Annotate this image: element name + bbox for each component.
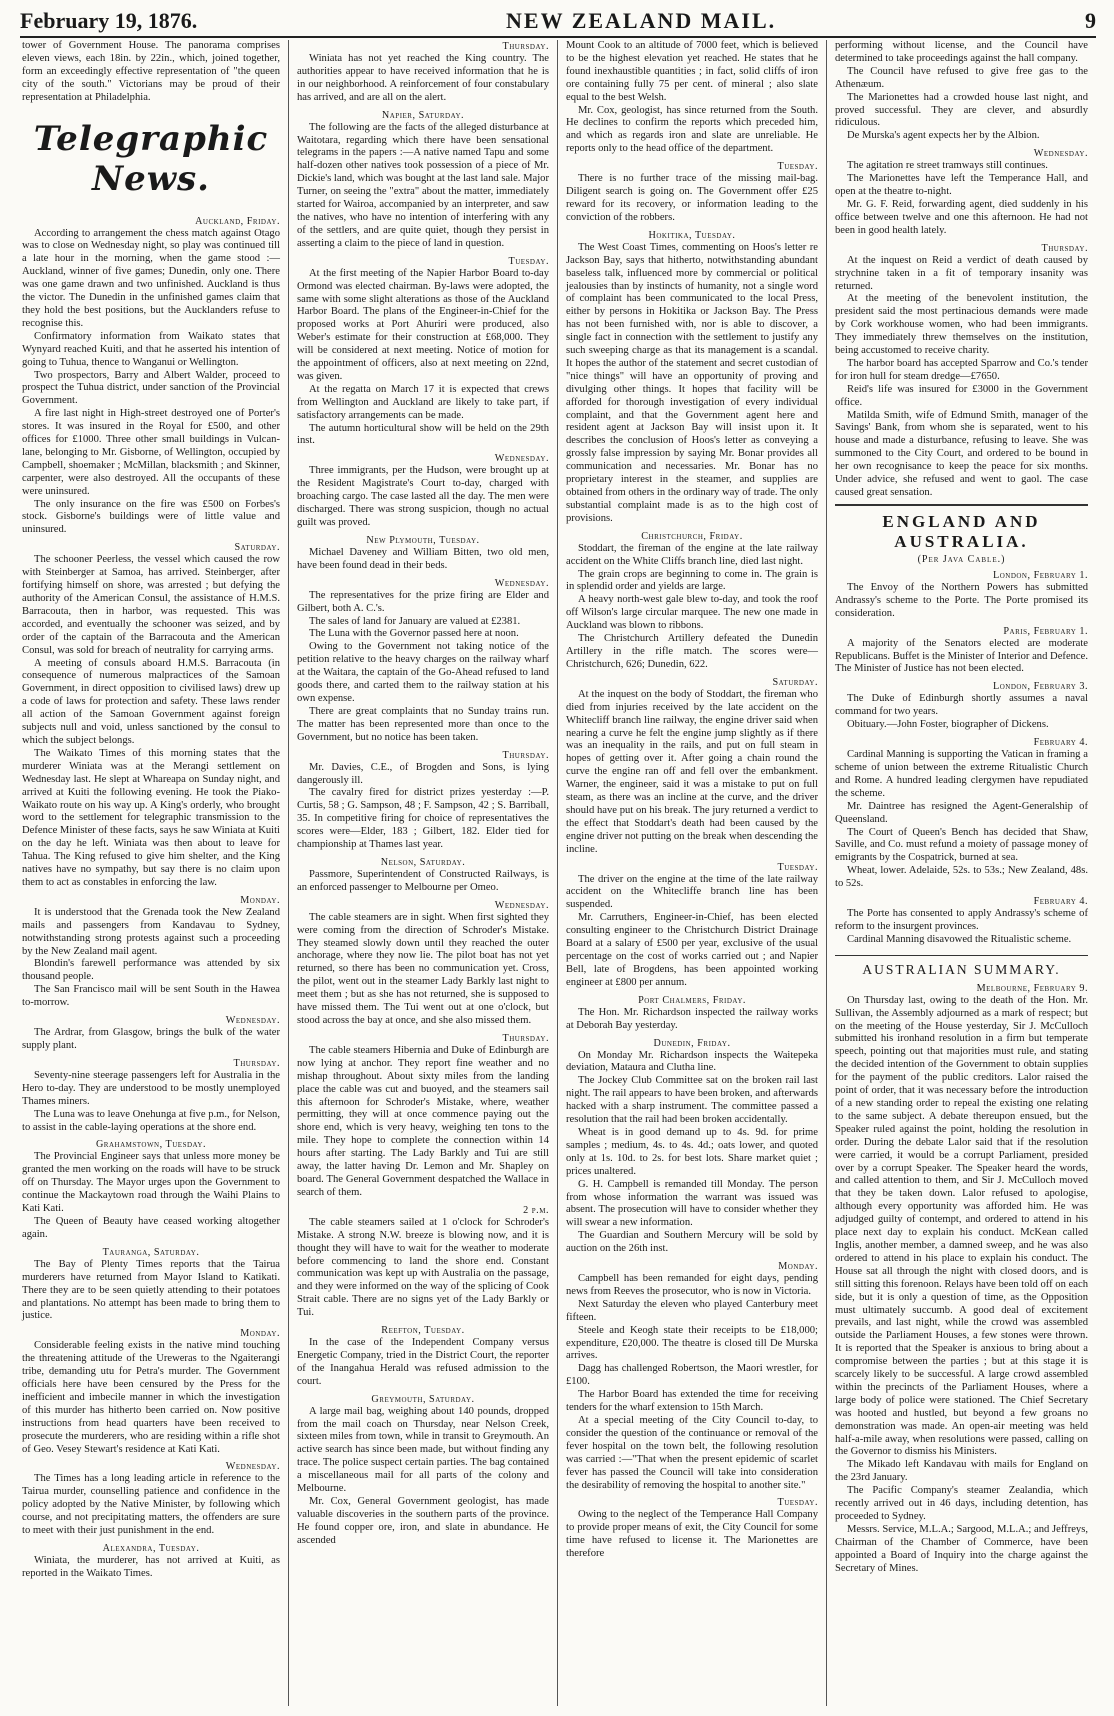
article-paragraph: The autumn horticultural show will be held on the 29th inst.	[297, 422, 549, 447]
article-paragraph: The Pacific Company's steamer Zealandia, which recently arrived out in 46 days, including detention, has proceeded to Sydney.	[835, 1485, 1088, 1522]
dateline: Monday.	[240, 894, 280, 906]
column-1	[20, 40, 289, 1706]
dateline: February 4.	[1033, 737, 1088, 749]
dateline: February 4.	[1033, 896, 1088, 908]
dateline: Christchurch, Friday.	[641, 530, 743, 542]
column-3	[558, 40, 827, 1706]
dateline: Saturday.	[772, 676, 818, 688]
dateline: Hokitika, Tuesday.	[648, 229, 736, 241]
article-paragraph: Mr. Carruthers, Engineer-in-Chief, has been elected consulting engineer to the Christchurch District Drainage Board at a salary of £500 per year, exclusive of the usual percentage on the cost of works carried out ; and Napier Bell, late of Brogdens, has been appointed working engineer at £800 per annum.	[566, 912, 818, 988]
article-paragraph: The West Coast Times, commenting on Hoos's letter re Jackson Bay, says that hitherto, notwithstanding abundant baseless talk, influenced more by commercial or political jealousies than by instincts of humanity, not a single word of complaint has been communicated to the local Press, either by persons in Hokitika or Jackson Bay. The Press has not been furnished with, nor is able to discover, a single fact in connection with the settlement to justify any such sweeping charge as that its management is a scandal. It hopes the author of the statement and secret custodian of "nice things" will have an opportunity of proving and divulging other things. It hopes that facility will be afforded for thorough investigation of every individual complaint, and that the Government agent here and resident agent at Jackson Bay will insist upon it. It describes the conclusion of Hoos's letter as conveying a grossly false impression by saying Mr. Bonar provides all communication and necessaries. Mr. Bonar has no proprietary interest in the steamer, and supplies are obtained from others in the ordinary way of trade. The only substantial complaint made is as to the high cost of provisions.	[566, 241, 818, 524]
article-paragraph: Michael Daveney and William Bitten, two old men, have been found dead in their beds.	[297, 546, 549, 571]
dateline: Wednesday.	[225, 1461, 280, 1473]
article-paragraph: Cardinal Manning disavowed the Ritualistic scheme.	[847, 933, 1072, 945]
article-paragraph: The Provincial Engineer says that unless more money be granted the men working on the roads will have to be struck off on Thursday. The Mayor urges upon the Government to continue the Mackaytown road through the Waihi Plains to Kati Kati.	[22, 1151, 280, 1215]
article-paragraph: The Court of Queen's Bench has decided that Shaw, Saville, and Co. must refund a moiety of passage money of emigrants by the Cospatrick, burned at sea.	[835, 826, 1088, 864]
dateline: Grahamstown, Tuesday.	[95, 1139, 207, 1151]
paper-title: NEW ZEALAND MAIL.	[506, 8, 777, 33]
column-2	[289, 40, 558, 1706]
article-paragraph: There is no further trace of the missing mail-bag. Diligent search is going on. The Government offer £25 reward for its recovery, or information leading to the conviction of the robbers.	[566, 173, 818, 223]
article-paragraph: Messrs. Service, M.L.A.; Sargood, M.L.A.; and Jeffreys, Chairman of the Chamber of Commerce, have been appointed a Board of Inquiry into the charge against the Secretary of Mines.	[835, 1523, 1088, 1574]
article-paragraph: Wheat is in good demand up to 4s. 9d. for prime samples ; medium, 4s. to 4s. 4d.; oats lower, and quoted only at 1s. 10d. to 2s. for best lots. Share market quiet ; prices unaltered.	[566, 1126, 818, 1177]
article-paragraph: Campbell has been remanded for eight days, pending news from Reeves the prosecutor, who is now in Victoria.	[566, 1273, 818, 1297]
article-paragraph: Mr. Cox, General Government geologist, has made valuable discoveries in the southern parts of the province. He found copper ore, iron, and slate in abundance. He ascended	[297, 1496, 549, 1546]
article-paragraph: The Luna with the Governor passed here at noon.	[309, 628, 519, 640]
article-paragraph: The Ardrar, from Glasgow, brings the bulk of the water supply plant.	[22, 1027, 280, 1051]
dateline: Tuesday.	[777, 861, 818, 873]
article-paragraph: The Council have refused to give free gas to the Athenæum.	[835, 65, 1088, 90]
article-paragraph: A majority of the Senators elected are moderate Republicans. Buffet is the Minister of Interior and Defence. The Minister of Justice has not been elected.	[835, 637, 1088, 675]
dateline: Paris, February 1.	[1003, 625, 1088, 637]
dateline: Wednesday.	[1033, 148, 1088, 160]
article-paragraph: Mr. G. F. Reid, forwarding agent, died suddenly in his office between twelve and one this afternoon. He had not been in good health lately.	[835, 198, 1088, 236]
section-subheading: (Per Java Cable.)	[917, 553, 1006, 565]
article-paragraph: Stoddart, the fireman of the engine at the late railway accident on the White Cliffs branch line, died last night.	[566, 542, 818, 567]
article-paragraph: The harbor board has accepted Sparrow and Co.'s tender for iron hull for steam dredge—£7650.	[835, 357, 1088, 382]
dateline: New Plymouth, Tuesday.	[366, 534, 480, 546]
article-paragraph: Winiata has not yet reached the King country. The authorities appear to have received information that he is in our neighborhood. A reinforcement of four constabulary has arrived, and are all on the alert.	[297, 53, 549, 103]
article-paragraph: Owing to the Government not taking notice of the petition relative to the heavy charges on the railway wharf at the Waitara, the captain of the Go-Ahead refused to land goods there, and carted them to the railway station at his own expense.	[297, 641, 549, 704]
column-4	[827, 40, 1096, 1706]
article-paragraph: Obituary.—John Foster, biographer of Dickens.	[847, 719, 1049, 731]
article-paragraph: The driver on the engine at the time of the late railway accident on the Whitecliffe branch line has been suspended.	[566, 873, 818, 911]
dateline: Tuesday.	[508, 255, 549, 267]
dateline: Thursday.	[502, 749, 549, 761]
dateline: London, February 3.	[992, 681, 1088, 693]
dateline: Melbourne, February 9.	[976, 982, 1088, 994]
article-paragraph: The cable steamers sailed at 1 o'clock for Schroder's Mistake. A strong N.W. breeze is blowing now, and it is thought they will have to wait for the weather to moderate before commencing to land the shore end. Constant communication was kept up with Australia on the passage, and they were informed on the way of the splicing of Cook Strait cable. There are no signs yet of the Lady Barkly or Tui.	[297, 1216, 549, 1319]
dateline: Monday.	[240, 1328, 280, 1340]
article-paragraph: The San Francisco mail will be sent South in the Hawea to-morrow.	[22, 984, 280, 1009]
article-paragraph: Mr. Daintree has resigned the Agent-Generalship of Queensland.	[835, 800, 1088, 825]
article-paragraph: The agitation re street tramways still continues.	[847, 160, 1048, 172]
article-paragraph: performing without license, and the Council have determined to take proceedings against the hall company.	[835, 40, 1088, 64]
article-paragraph: On Monday Mr. Richardson inspects the Waitepeka deviation, Mataura and Clutha line.	[566, 1049, 818, 1074]
article-paragraph: The schooner Peerless, the vessel which caused the row with Steinberger at Samoa, has arrived. Steinberger, after fortifying himself on shore, was arrested ; but defying the authority of the American Consul, the assistance of H.M.S. Barracouta, then in harbor, was requested. This was accorded, and eventually the schooner was seized, and by order of the captain of the Barracouta and the American Consul, was sold for breach of neutrality for carrying arms.	[22, 554, 280, 656]
article-paragraph: The Duke of Edinburgh shortly assumes a naval command for two years.	[835, 693, 1088, 718]
dateline: Wednesday.	[225, 1015, 280, 1027]
section-heading-telegraphic-news: Telegraphic News.	[33, 118, 269, 199]
article-paragraph: De Murska's agent expects her by the Albion.	[847, 130, 1040, 142]
dateline: Napier, Saturday.	[381, 109, 465, 121]
article-paragraph: There are great complaints that no Sunday trains run. The matter has been represented more than once to the Government, but no notice has been taken.	[297, 705, 549, 743]
article-paragraph: On Thursday last, owing to the death of the Hon. Mr. Sullivan, the Assembly adjourned as a mark of respect; but on the meeting of the House yesterday, Sir J. McCulloch submitted his ironhand resolution in a firm but temperate speech, pointing out that majorities must rule, and stating the decided intention of the Government to obtain supplies for the payment of the public creditors. Lalor raised the point of order, that it was necessary before the introduction of a new standing order to repeal the existing one relating to the same subject. A debate thereupon ensued, but the Speaker ruled against the point, holding the resolution in order. During the debate Lalor said that if the resolution were carried, it would be a corrupt Parliament, presided over by a corrupt Speaker. The Speaker heard the words, and called attention to them, and Sir J. McCulloch moved that they be taken down. Lalor refused to apologise, although every opportunity was afforded him. He was adjudged guilty of contempt, and ordered to attend in his place next day to explain his conduct. McKean called Inglis, another member, a damned sweep, and he was also ordered to attend in his place to explain his conduct. The House sat all through the night with closed doors, and is still sitting this forenoon. Relays have been told off on each side, but it is only a question of time, as the Opposition must ultimately succumb. A good deal of excitement prevails, and last night, while the crowd was assembled outside the Parliament Houses, a few stones were thrown. It is reported that the Speaker is anxious to bring about a compromise between the parties ; but at this stage it is scarcely likely to be successful. A large crowd assembled within the precincts of the Parliament Houses, where a large body of police were stationed. The Chief Secretary was hooted and hustled, but beyond a few groans no demonstration was made. An open-air meeting was held half-a-mile away, when resolutions were passed, calling on the Governor to dismiss his Ministers.	[835, 994, 1088, 1458]
article-paragraph: Next Saturday the eleven who played Canterbury meet fifteen.	[566, 1298, 818, 1323]
article-paragraph: G. H. Campbell is remanded till Monday. The person from whose information the warrant was issued was absent. The prosecution will have to consider whether they will swear a new information.	[566, 1178, 818, 1229]
dateline: Reefton, Tuesday.	[381, 1325, 465, 1337]
article-paragraph: The cavalry fired for district prizes yesterday :—P. Curtis, 58 ; G. Sampson, 48 ; F. Sampson, 42 ; S. Barriball, 35. In competitive firing for choice of representatives the scores were—Elder, 183 ; Gilbert, 182. Elder tied for championship at Thames last year.	[297, 787, 549, 851]
article-paragraph: A fire last night in High-street destroyed one of Porter's stores. It was insured in the Royal for £500, and other offices for £1000. Three other small buildings in Vulcan-lane, belonging to Mr. Gisborne, of Wellington, occupied by Campbell, shoemaker ; McMillan, blacksmith ; and Skinner, carpenter, were also destroyed. All the occupants of these were uninsured.	[22, 408, 280, 497]
article-paragraph: Confirmatory information from Waikato states that Wynyard reached Kuiti, and that he asserted his intention of going to Tuhua, thence to Wanganui or Wellington.	[22, 330, 280, 368]
article-paragraph: The Queen of Beauty have ceased working altogether again.	[22, 1215, 280, 1240]
article-paragraph: Wheat, lower. Adelaide, 52s. to 53s.; New Zealand, 48s. to 52s.	[835, 865, 1088, 890]
article-paragraph: tower of Government House. The panorama comprises eleven views, each 18in. by 22in., which, joined together, form an exceedingly effective representation of "the queen city of the south." Victorians may be proud of their representation at Philadelphia.	[22, 40, 280, 103]
article-paragraph: The Marionettes have left the Temperance Hall, and open at the theatre to-night.	[835, 173, 1088, 198]
dateline: London, February 1.	[992, 569, 1088, 581]
article-paragraph: The Luna was to leave Onehunga at five p.m., for Nelson, to assist in the cable-laying operations at the shore end.	[22, 1108, 280, 1133]
dateline: Tauranga, Saturday.	[102, 1246, 200, 1258]
dateline: Wednesday.	[494, 899, 549, 911]
article-paragraph: The Harbor Board has extended the time for receiving tenders for the wharf extension to 15th March.	[566, 1389, 818, 1414]
masthead	[20, 6, 1096, 38]
article-paragraph: A large mail bag, weighing about 140 pounds, dropped from the mail coach on Thursday, near Nelson Creek, sixteen miles from town, while in transit to Greymouth. An active search has since been made, but without finding any trace. The police suspect certain parties. The bag contained a miscellaneous mail for all parts of the colony and Melbourne.	[297, 1405, 549, 1495]
article-paragraph: According to arrangement the chess match against Otago was to close on Wednesday night, so play was continued till a late hour in the morning, when the game stood :—Auckland, winner of five games; Dunedin, only one. There was one game drawn and two unfinished. Auckland is thus the victor. The Dunedin in the unfinished games claim that they hold the best positions, but the Aucklanders refuse to recognise this.	[22, 227, 280, 329]
article-paragraph: At the first meeting of the Napier Harbor Board to-day Ormond was elected chairman. By-laws were adopted, the same with some slight alterations as those of the Auckland Harbor Board. The plans of the Engineer-in-Chief for the proposed works at Port Ahuriri were produced, also Weber's estimate for their construction at £68,000. They will be considered at next meeting. Notice of motion for the appointment of officers, also at next meeting on 22nd, was given.	[297, 267, 549, 382]
article-paragraph: The cable steamers Hibernia and Duke of Edinburgh are now lying at anchor. They report fine weather and no mishap throughout. About sixty miles from the landing place the cable was cut and buoyed, and the steamers sail this afternoon for Schroder's Mistake, where, weather permitting, they will at once commence paying out the shore end, which is very heavy, weighing ten tons to the mile. They hope to complete the connection within 14 hours after starting. The Lady Barkly and Tui are still away, the latter having Dr. Lemon and Mr. Shapley on board. The General Government despatched the Wallace in search of them.	[297, 1044, 549, 1198]
article-paragraph: The Jockey Club Committee sat on the broken rail last night. The rail appears to have been broken, and afterwards hacked with a sharp instrument. The committee passed a resolution that the rail had been broken accidentally.	[566, 1075, 818, 1126]
columns	[20, 40, 1096, 1706]
article-paragraph: The Porte has consented to apply Andrassy's scheme of reform to the insurgent provinces.	[835, 908, 1088, 932]
dateline: Wednesday.	[494, 453, 549, 465]
article-paragraph: Two prospectors, Barry and Albert Walder, proceed to prospect the Tuhua district, under sanction of the Provincial Government.	[22, 369, 280, 407]
page-number: 9	[1084, 8, 1096, 33]
article-paragraph: The Waikato Times of this morning states that the murderer Winiata was at the Merangi settlement on Wednesday last. He slept at Whareapa on Sunday night, and arrived at Kuiti the following evening. He took the Piako-Waikato route on his way up. A King's orderly, who brought word to the settlement for telegraphic transmission to the Defence Minister of these facts, says he saw Winiata at Kuiti on the day he left. Winiata was then about to leave for Tahua. The King refused to give him shelter, and the King natives have no sympathy, but say there is no claim upon them to act as constables in enforcing the law.	[22, 747, 280, 888]
article-paragraph: The Bay of Plenty Times reports that the Tairua murderers have returned from Mayor Island to Katikati. There they are to be seen quietly attending to their potatoes and plantations. No attempt has been made to bring them to justice.	[22, 1258, 280, 1322]
section-heading-england-australia: ENGLAND AND AUSTRALIA.	[835, 504, 1088, 552]
article-paragraph: The only insurance on the fire was £500 on Forbes's stock. Gisborne's buildings were of little value and uninsured.	[22, 498, 280, 536]
article-paragraph: At the meeting of the benevolent institution, the president said the most pertinacious demands were made by Cork workhouse women, who had been immigrants. They immediately threw themselves on the institution, being accustomed to receive charity.	[835, 293, 1088, 357]
dateline: Dunedin, Friday.	[653, 1037, 731, 1049]
article-paragraph: Three immigrants, per the Hudson, were brought up at the Resident Magistrate's Court to-day, charged with broaching cargo. The case lasted all the day. The men were discharged. There was strong suspicion, though no actual guilt was proved.	[297, 465, 549, 528]
dateline: Greymouth, Saturday.	[371, 1393, 475, 1405]
article-paragraph: Reid's life was insured for £3000 in the Government office.	[835, 383, 1088, 408]
article-paragraph: The grain crops are beginning to come in. The grain is in splendid order and yields are large.	[566, 568, 818, 593]
article-paragraph: The sales of land for January are valued at £2381.	[309, 615, 521, 627]
dateline: Monday.	[778, 1261, 818, 1273]
article-paragraph: It is understood that the Grenada took the New Zealand mails and passengers from Kandavau to Sydney, notwithstanding strong protests against such a proceeding by the New Zealand mail agent.	[22, 906, 280, 957]
article-paragraph: Owing to the neglect of the Temperance Hall Company to provide proper means of exit, the City Council for some time have refused to license it. The Marionettes are therefore	[566, 1509, 818, 1560]
article-paragraph: At the regatta on March 17 it is expected that crews from Wellington and Auckland are likely to take part, if satisfactory arrangements can be made.	[297, 383, 549, 421]
article-paragraph: Mount Cook to an altitude of 7000 feet, which is believed to be the highest elevation yet reached. He states that he found inexhaustible quantities ; in fact, solid cliffs of iron ore containing fully 75 per cent. of mineral ; also slate equal to the best Welsh.	[566, 40, 818, 103]
article-paragraph: Seventy-nine steerage passengers left for Australia in the Hero to-day. They are understood to be mostly unemployed Thames miners.	[22, 1069, 280, 1107]
issue-date: February 19, 1876.	[20, 8, 198, 33]
article-paragraph: The Mikado left Kandavau with mails for England on the 23rd January.	[835, 1459, 1088, 1484]
dateline: Nelson, Saturday.	[380, 856, 466, 868]
article-paragraph: Mr. Davies, C.E., of Brogden and Sons, is lying dangerously ill.	[297, 761, 549, 786]
section-heading-australian-summary: AUSTRALIAN SUMMARY.	[835, 955, 1088, 978]
article-paragraph: At the inquest on the body of Stoddart, the fireman who died from injuries received by the late accident on the Whitecliff branch line railway, the engine driver said when nearing a curve he felt the engine jump slightly as if there was an inequality in the rails, and put on full steam in hopes of getting over it. After going a chain round the curve the engine ran off and fell over the embankment. Warner, the engineer, said it was a mistake to put on full steam, as there was an incline at the curve, and the driver should have put on his break. The jury returned a verdict to the effect that Stoddart's death had been caused by the engine driver not putting on the break when descending the incline.	[566, 688, 818, 855]
article-paragraph: Passmore, Superintendent of Constructed Railways, is an enforced passenger to Melbourne per Omeo.	[297, 868, 549, 893]
article-paragraph: At a special meeting of the City Council to-day, to consider the question of the continuance or removal of the fever hospital on the town belt, the following resolution was carried :—"That when the present epidemic of scarlet fever has passed the Council will take into consideration the desirability of removing the hospital to another site."	[566, 1415, 818, 1491]
article-paragraph: Winiata, the murderer, has not arrived at Kuiti, as reported in the Waikato Times.	[22, 1555, 280, 1579]
article-paragraph: The cable steamers are in sight. When first sighted they were coming from the direction of Schroder's Mistake. They steamed slowly down until they reached the outer anchorage, where they now lie. The pilot boat has not yet returned, so there has been no communication yet. Cross, the pilot, went out in the steamer Lady Barkly last night to meet them ; but as she has not returned, she is supposed to have missed them. The Tui went out at one o'clock, but stood across the bay at once, and she also missed them.	[297, 911, 549, 1026]
dateline: Tuesday.	[777, 161, 818, 173]
dateline: Thursday.	[1041, 242, 1088, 254]
article-paragraph: At the inquest on Reid a verdict of death caused by strychnine taken in a fit of temporary insanity was returned.	[835, 254, 1088, 292]
article-paragraph: The Envoy of the Northern Powers has submitted Andrassy's scheme to the Porte. The Porte promised its consideration.	[835, 581, 1088, 619]
article-paragraph: Steele and Keogh state their receipts to be £18,000; expenditure, £20,000. The theatre is closed till De Murska arrives.	[566, 1324, 818, 1362]
article-paragraph: Matilda Smith, wife of Edmund Smith, manager of the Savings' Bank, from whom she is separated, went to his house and made a disturbance, refusing to leave. She was summoned to the City Court, and ordered to be bound in her own recognisance to keep the peace for six months. Under advice, she refused and went to gaol. The case caused great sensation.	[835, 409, 1088, 498]
dateline: Thursday.	[502, 41, 549, 52]
article-paragraph: Cardinal Manning is supporting the Vatican in framing a scheme of union between the extreme Ritualistic Church and Rome. A hundred leading clergymen have repudiated the scheme.	[835, 749, 1088, 799]
dateline: Thursday.	[502, 1032, 549, 1044]
dateline: Wednesday.	[494, 577, 549, 589]
dateline: 2 p.m.	[523, 1204, 549, 1216]
article-paragraph: The Times has a long leading article in reference to the Tairua murder, counselling patience and confidence in the policy adopted by the Native Minister, by following which course, and not precipitating matters, the offenders are sure to meet with their just punishment in the end.	[22, 1473, 280, 1537]
article-paragraph: The Marionettes had a crowded house last night, and proved successful. They are clever, and absurdly ridiculous.	[835, 91, 1088, 129]
article-paragraph: The following are the facts of the alleged disturbance at Waitotara, regarding which there have been sensational telegrams in the papers :—A native named Tapu and some half-dozen other natives took possession of a piece of Mr. Dickie's land, which was bought at the last land sale. Major Turner, on seeing the "extra" about the matter, immediately started for Wairoa, accompanied by an interpreter, and saw the natives, who have no intention of interfering with any of the settlers, and are quite quiet, though they persist in asserting a claim to the piece of land in question.	[297, 121, 549, 249]
article-paragraph: Mr. Cox, geologist, has since returned from the South. He declines to confirm the reports which preceded him, and which as regards iron and slate are unreliable. He reports only to the head office of the department.	[566, 104, 818, 155]
article-paragraph: The Hon. Mr. Richardson inspected the railway works at Deborah Bay yesterday.	[566, 1006, 818, 1031]
article-paragraph: Blondin's farewell performance was attended by six thousand people.	[22, 958, 280, 983]
article-paragraph: The Guardian and Southern Mercury will be sold by auction on the 26th inst.	[566, 1230, 818, 1255]
article-paragraph: A meeting of consuls aboard H.M.S. Barracouta (in consequence of numerous malpractices of the Samoan Government, in direct opposition to civilised laws) drew up a code of laws for protection and safety. These laws render all action of the Samoan Government against foreign subjects null and void, unless sanctioned by the consul to which the subject belongs.	[22, 657, 280, 746]
article-paragraph: The representatives for the prize firing are Elder and Gilbert, both A. C.'s.	[297, 589, 549, 614]
article-paragraph: A heavy north-west gale blew to-day, and took the roof off Wilson's large circular marquee. The new one made in Auckland was blown to ribbons.	[566, 594, 818, 632]
newspaper-page	[20, 0, 1096, 1716]
dateline: Auckland, Friday.	[195, 215, 280, 227]
article-paragraph: In the case of the Independent Company versus Energetic Company, tried in the District Court, the reporter of the Inangahua Herald was refused admission to the court.	[297, 1337, 549, 1387]
article-paragraph: The Christchurch Artillery defeated the Dunedin Artillery in the rifle match. The scores were—Christchurch, 626; Dunedin, 622.	[566, 633, 818, 670]
dateline: Alexandra, Tuesday.	[102, 1543, 200, 1554]
article-paragraph: Considerable feeling exists in the native mind touching the threatening attitude of the Ureweras to the Ngaiterangi tribe, demanding utu for Petra's murder. The Government officials here have been censured by the Press for the inefficient and imbecile manner in which the investigation of this murder has hitherto been carried on. Now positive instructions from head quarters have been received to prosecute the murderers, who are residing within a rifle shot of Geo. Vesey Stewart's residence at Kati Kati.	[22, 1340, 280, 1455]
dateline: Port Chalmers, Friday.	[638, 994, 746, 1006]
dateline: Thursday.	[233, 1057, 280, 1069]
article-paragraph: Dagg has challenged Robertson, the Maori wrestler, for £100.	[566, 1363, 818, 1388]
dateline: Tuesday.	[777, 1497, 818, 1509]
dateline: Saturday.	[234, 542, 280, 554]
